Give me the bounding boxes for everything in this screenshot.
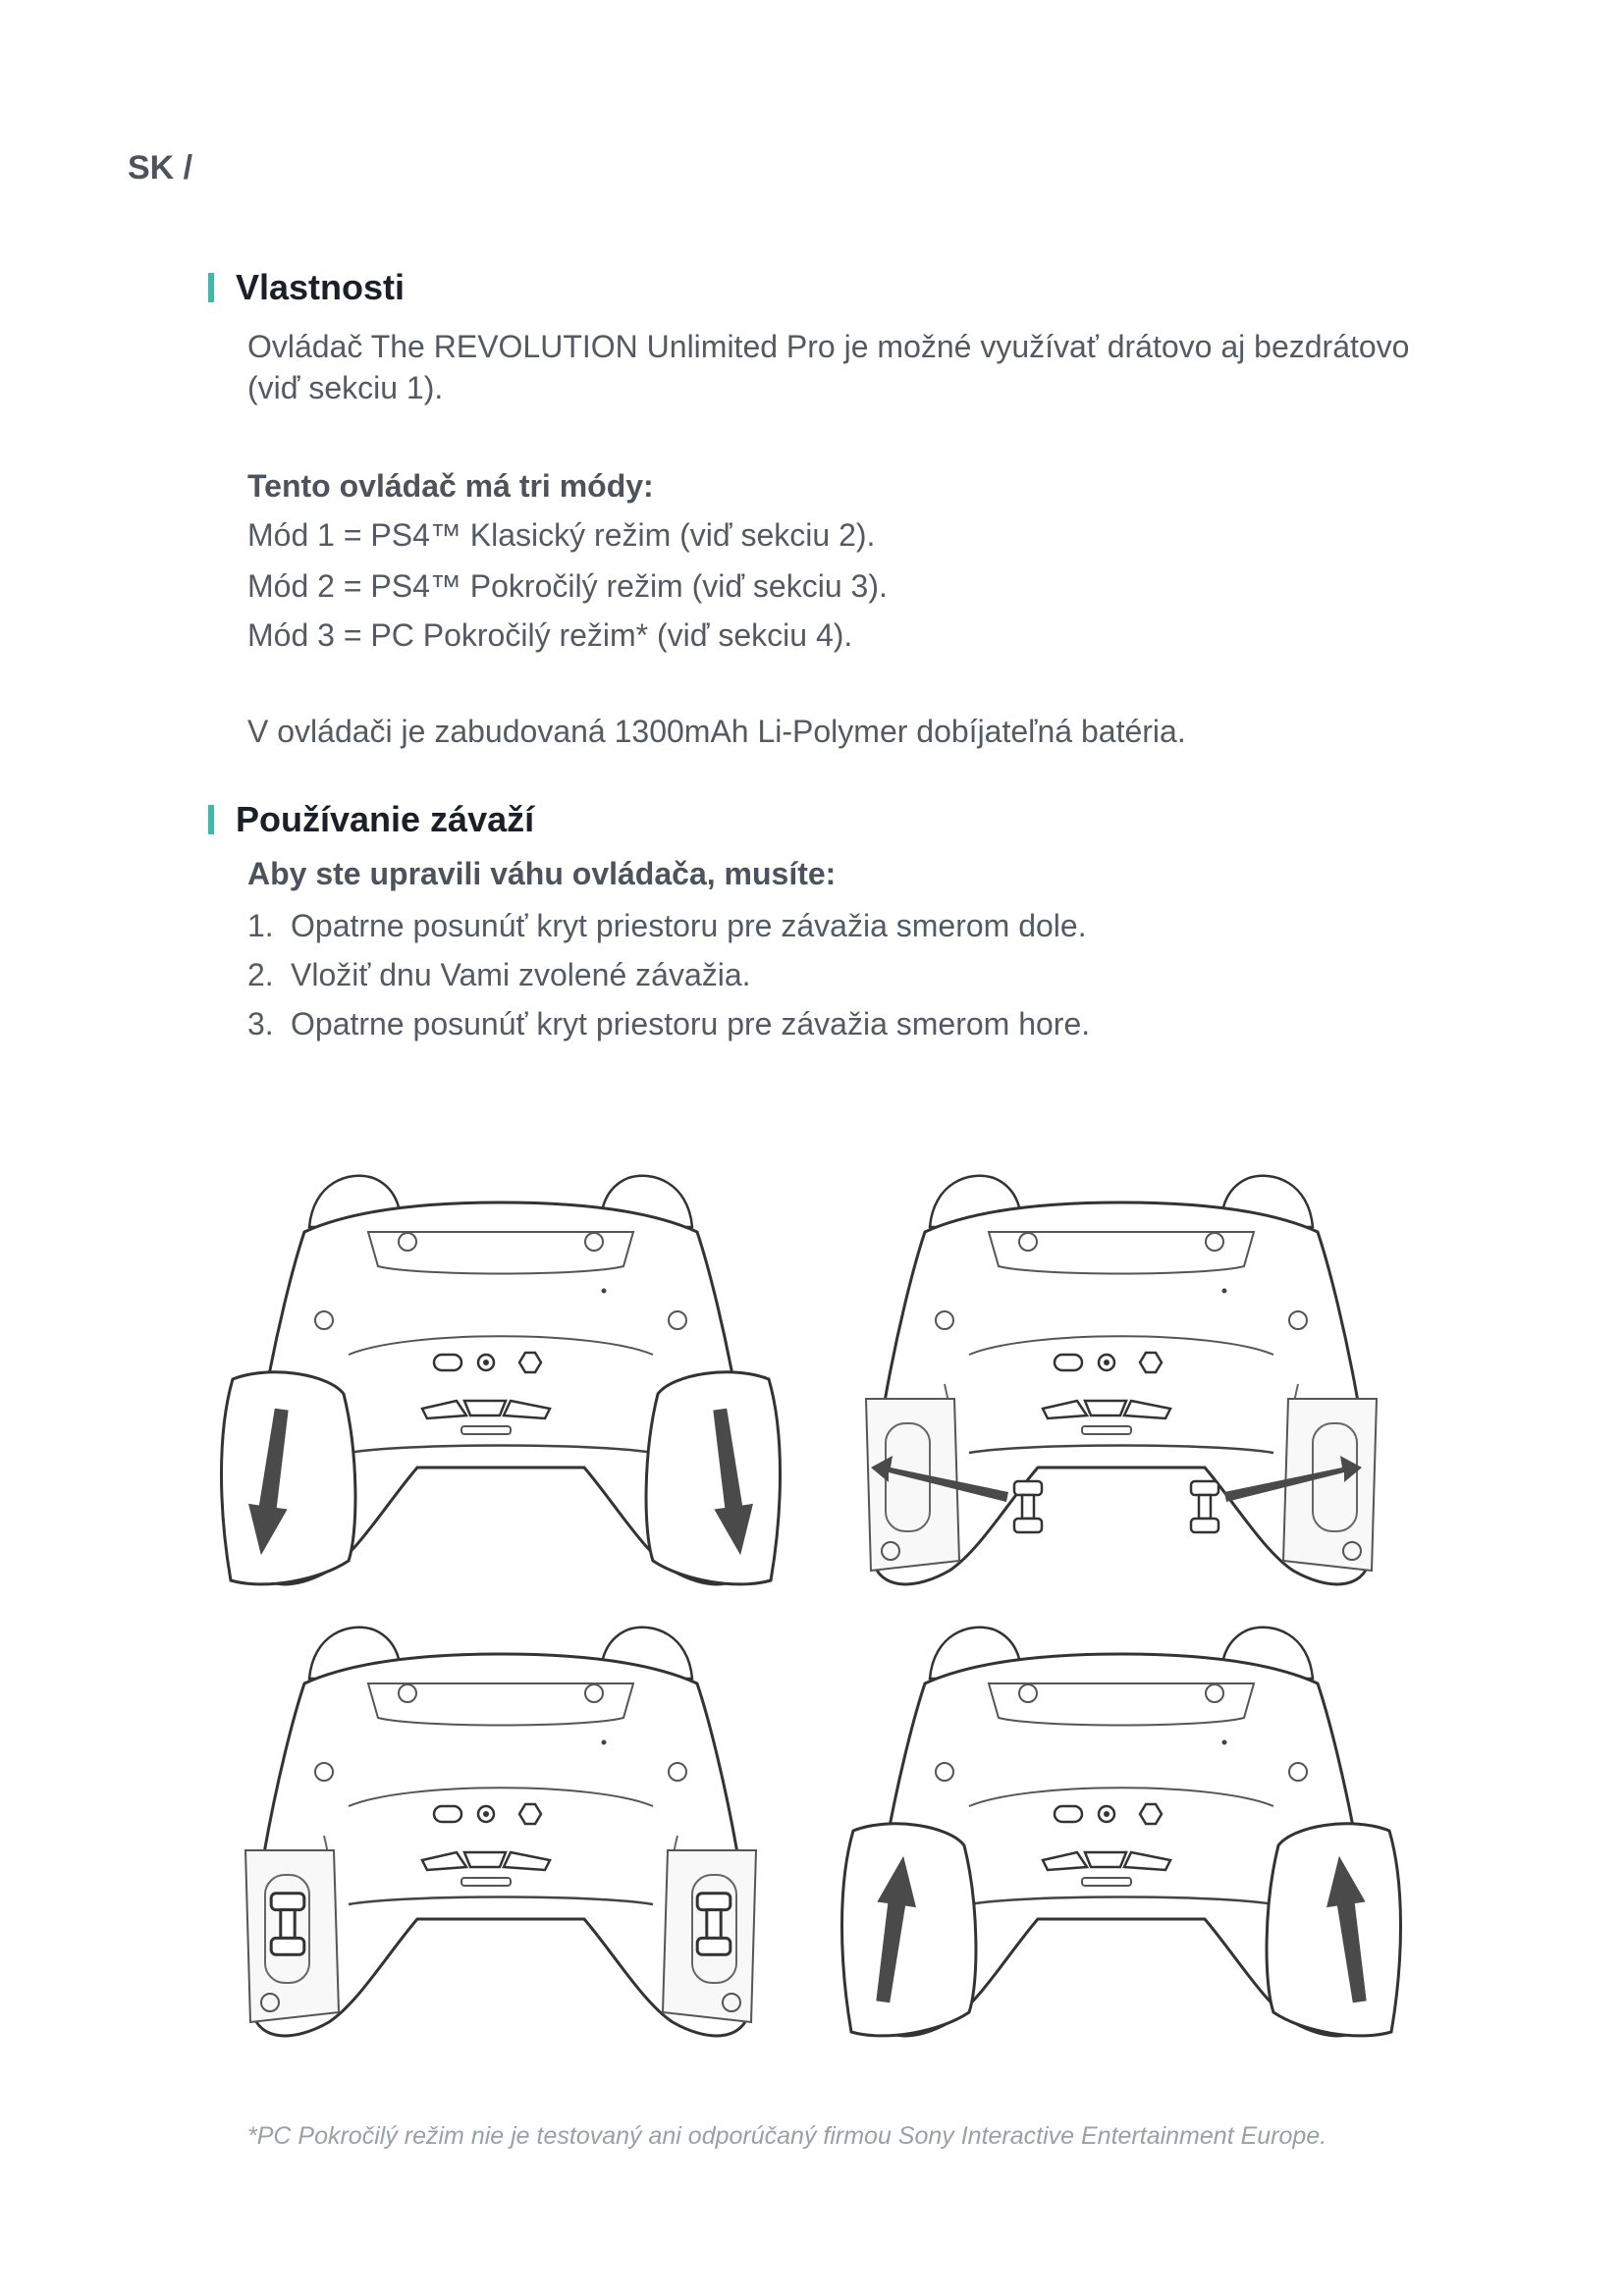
- controller-covers-down-icon: [222, 1176, 781, 1584]
- controller-covers-up-icon: [842, 1628, 1401, 2036]
- language-label: SK /: [128, 149, 193, 187]
- list-item: 3. Opatrne posunúť kryt priestoru pre závažia smerom hore.: [247, 1006, 1091, 1041]
- weights-steps-list: [247, 901, 1090, 1048]
- controller-weights-inserted-icon: [245, 1628, 756, 2036]
- features-heading: [208, 267, 405, 308]
- list-item: 1. Opatrne posunúť kryt priestoru pre závažia smerom dole.: [247, 908, 1087, 943]
- heading-accent-bar: [208, 273, 214, 302]
- heading-accent-bar: [208, 805, 214, 834]
- mode-item-3: Mód 3 = PC Pokročilý režim* (viď sekciu 4).: [247, 617, 853, 653]
- features-intro-line2: (viď sekciu 1).: [247, 370, 444, 405]
- footnote: *PC Pokročilý režim nie je testovaný ani odporúčaný firmou Sony Interactive Entertainment Europe.: [247, 2122, 1327, 2150]
- battery-note: V ovládači je zabudovaná 1300mAh Li-Polymer dobíjateľná batéria.: [247, 714, 1186, 749]
- features-intro-line1: Ovládač The REVOLUTION Unlimited Pro je možné využívať drátovo aj bezdrátovo: [247, 329, 1410, 364]
- weights-subheading: Aby ste upravili váhu ovládača, musíte:: [247, 856, 837, 891]
- features-title: Vlastnosti: [236, 267, 406, 307]
- weights-heading: [208, 799, 534, 840]
- list-item: 2. Vložiť dnu Vami zvolené závažia.: [247, 957, 751, 992]
- controller-insert-weights-icon: [866, 1176, 1377, 1584]
- modes-heading: Tento ovládač má tri módy:: [247, 468, 654, 504]
- mode-item-1: Mód 1 = PS4™ Klasický režim (viď sekciu 2).: [247, 517, 876, 553]
- mode-item-2: Mód 2 = PS4™ Pokročilý režim (viď sekciu 3).: [247, 568, 888, 604]
- controller-weights-illustration: [211, 1158, 1419, 2042]
- weights-title: Používanie závaží: [236, 799, 535, 839]
